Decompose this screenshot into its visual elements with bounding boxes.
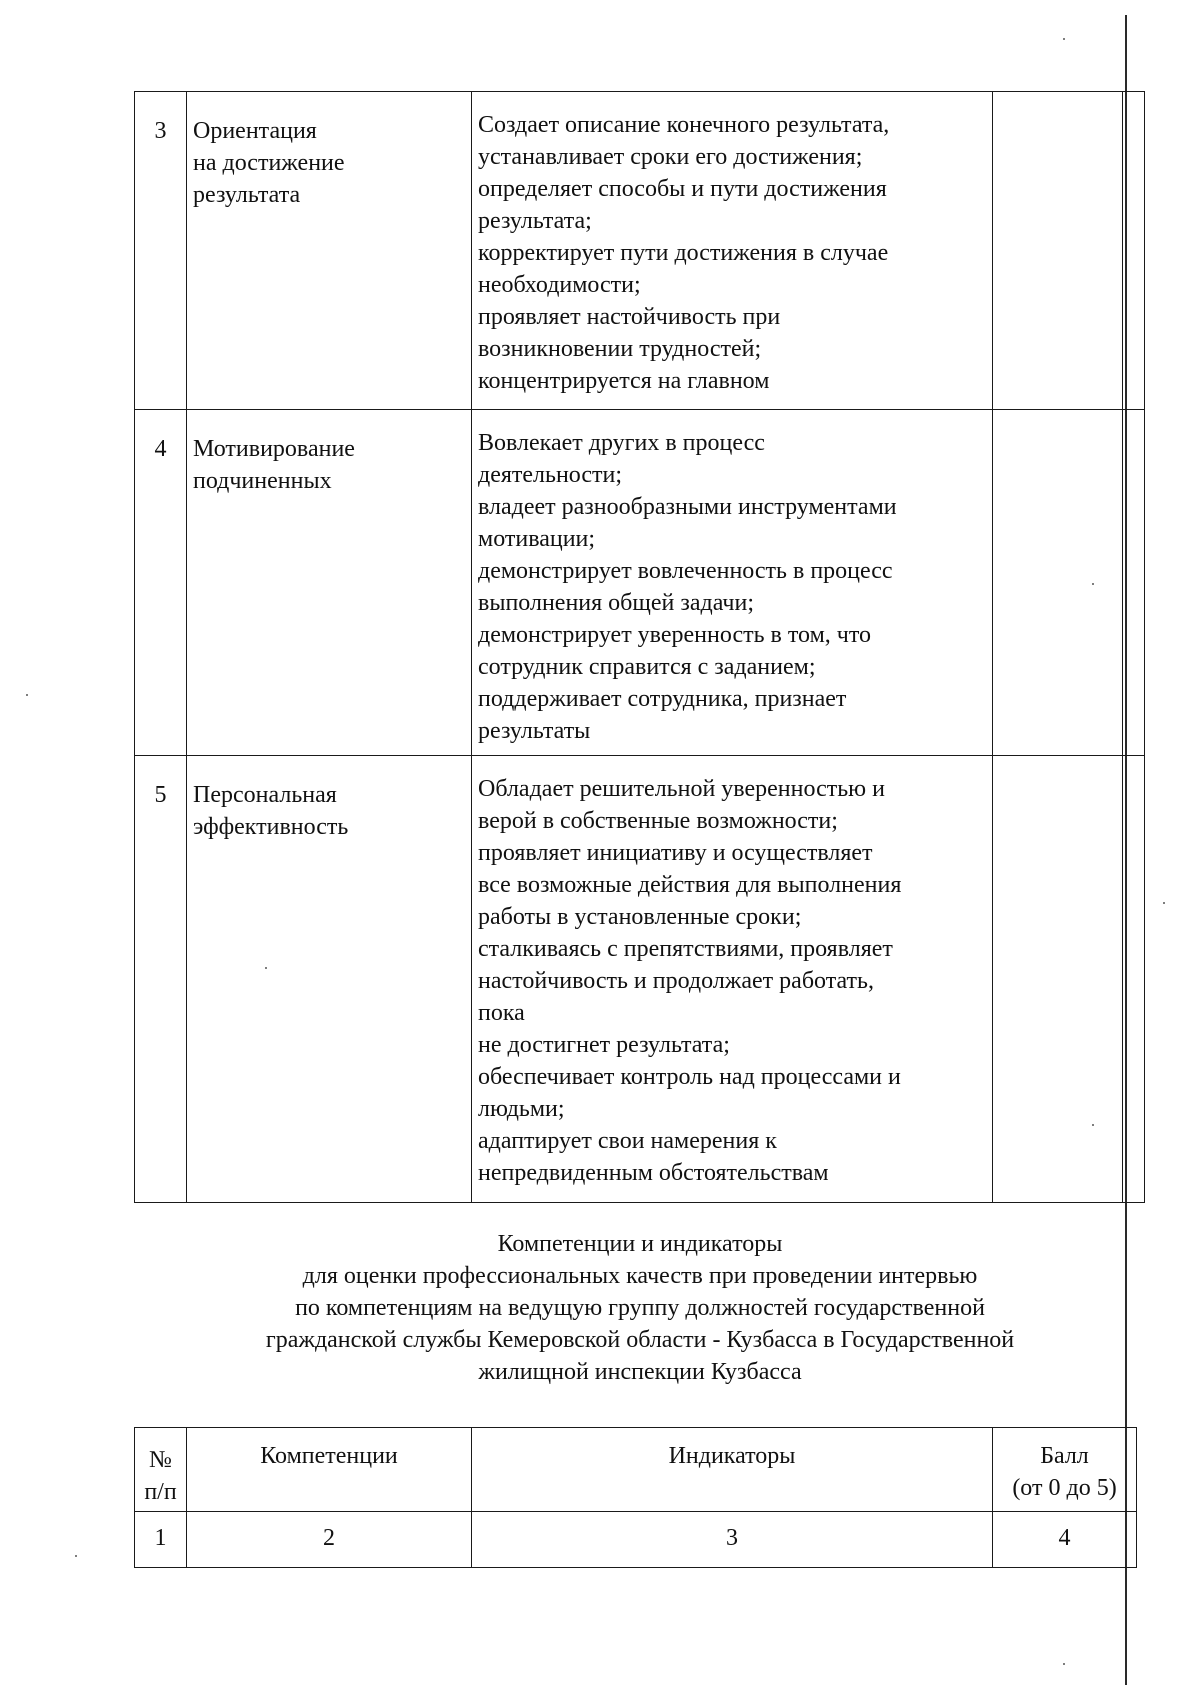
indicator-line: Обладает решительной уверенностью и [478, 776, 885, 802]
competency-line: подчиненных [193, 468, 332, 494]
scan-speck [26, 694, 28, 696]
score-cell [993, 756, 1123, 1203]
row-number: 4 [135, 410, 187, 756]
indicator-line: выполнения общей задачи; [478, 590, 754, 616]
indicator-line: мотивации; [478, 526, 596, 552]
heading-line: для оценки профессиональных качеств при проведении интервью [302, 1263, 978, 1289]
section-heading [150, 1228, 1130, 1388]
header-score-line1: Балл [1040, 1443, 1089, 1469]
table-row [135, 410, 1145, 756]
competency-table-continued [134, 91, 1145, 1203]
indicator-line: проявляет настойчивость при [478, 304, 781, 330]
competency-line: на достижение [193, 150, 345, 176]
indicator-line: проявляет инициативу и осуществляет [478, 840, 873, 866]
competency-line: Ориентация [193, 118, 317, 144]
score-cell [993, 410, 1123, 756]
heading-line: жилищной инспекции Кузбасса [478, 1359, 802, 1385]
indicator-line: необходимости; [478, 272, 641, 298]
header-indicators: Индикаторы [472, 1428, 993, 1512]
indicator-line: обеспечивает контроль над процессами и [478, 1064, 901, 1090]
indicator-line: концентрируется на главном [478, 368, 770, 394]
indicator-line: возникновении трудностей; [478, 336, 762, 362]
indicator-line: адаптирует свои намерения к [478, 1128, 777, 1154]
competency-cell [187, 756, 472, 1203]
indicator-line: верой в собственные возможности; [478, 808, 838, 834]
indicator-line: владеет разнообразными инструментами [478, 494, 897, 520]
column-number: 4 [993, 1512, 1137, 1568]
indicator-line: настойчивость и продолжает работать, [478, 968, 874, 994]
extra-cell [1123, 92, 1145, 410]
competency-line: результата [193, 182, 301, 208]
competency-line: Мотивирование [193, 436, 355, 462]
scan-speck [1063, 1663, 1065, 1665]
header-competencies: Компетенции [187, 1428, 472, 1512]
indicator-line: пока [478, 1000, 525, 1026]
header-number-line2: п/п [144, 1479, 177, 1505]
column-number-row [135, 1512, 1137, 1568]
column-number: 3 [472, 1512, 993, 1568]
header-number-line1: № [149, 1447, 172, 1473]
extra-cell [1123, 756, 1145, 1203]
indicator-line: поддерживает сотрудника, признает [478, 686, 847, 712]
competency-line: Персональная [193, 782, 337, 808]
indicator-line: Создает описание конечного результата, [478, 112, 890, 138]
score-cell [993, 92, 1123, 410]
indicator-line: сталкиваясь с препятствиями, проявляет [478, 936, 893, 962]
indicator-line: результаты [478, 718, 591, 744]
header-number [135, 1428, 187, 1512]
heading-line: гражданской службы Кемеровской области - Кузбасса в Государственной [265, 1327, 1015, 1353]
row-number: 3 [135, 92, 187, 410]
competency-cell [187, 92, 472, 410]
indicator-line: Вовлекает других в процесс [478, 430, 765, 456]
competency-table-header [134, 1427, 1137, 1568]
column-number: 1 [135, 1512, 187, 1568]
row-number: 5 [135, 756, 187, 1203]
header-score [993, 1428, 1137, 1512]
table-row [135, 756, 1145, 1203]
indicator-line: людьми; [478, 1096, 565, 1122]
scan-speck [75, 1555, 77, 1557]
column-number: 2 [187, 1512, 472, 1568]
indicator-line: непредвиденным обстоятельствам [478, 1160, 829, 1186]
heading-line: Компетенции и индикаторы [497, 1231, 783, 1257]
indicator-line: все возможные действия для выполнения [478, 872, 902, 898]
header-row [135, 1428, 1137, 1512]
indicator-line: устанавливает сроки его достижения; [478, 144, 863, 170]
indicator-line: демонстрирует вовлеченность в процесс [478, 558, 893, 584]
indicator-line: деятельности; [478, 462, 623, 488]
indicator-line: демонстрирует уверенность в том, что [478, 622, 872, 648]
competency-line: эффективность [193, 814, 349, 840]
indicators-cell [472, 92, 993, 410]
extra-cell [1123, 410, 1145, 756]
indicator-line: результата; [478, 208, 592, 234]
competency-cell [187, 410, 472, 756]
header-score-line2: (от 0 до 5) [1012, 1475, 1117, 1501]
indicators-cell [472, 410, 993, 756]
indicators-cell [472, 756, 993, 1203]
indicator-line: определяет способы и пути достижения [478, 176, 887, 202]
table-row [135, 92, 1145, 410]
scan-speck [1063, 38, 1065, 40]
heading-line: по компетенциям на ведущую группу должностей государственной [295, 1295, 985, 1321]
indicator-line: не достигнет результата; [478, 1032, 730, 1058]
scan-speck [1163, 902, 1165, 904]
indicator-line: сотрудник справится с заданием; [478, 654, 816, 680]
indicator-line: корректирует пути достижения в случае [478, 240, 889, 266]
indicator-line: работы в установленные сроки; [478, 904, 802, 930]
